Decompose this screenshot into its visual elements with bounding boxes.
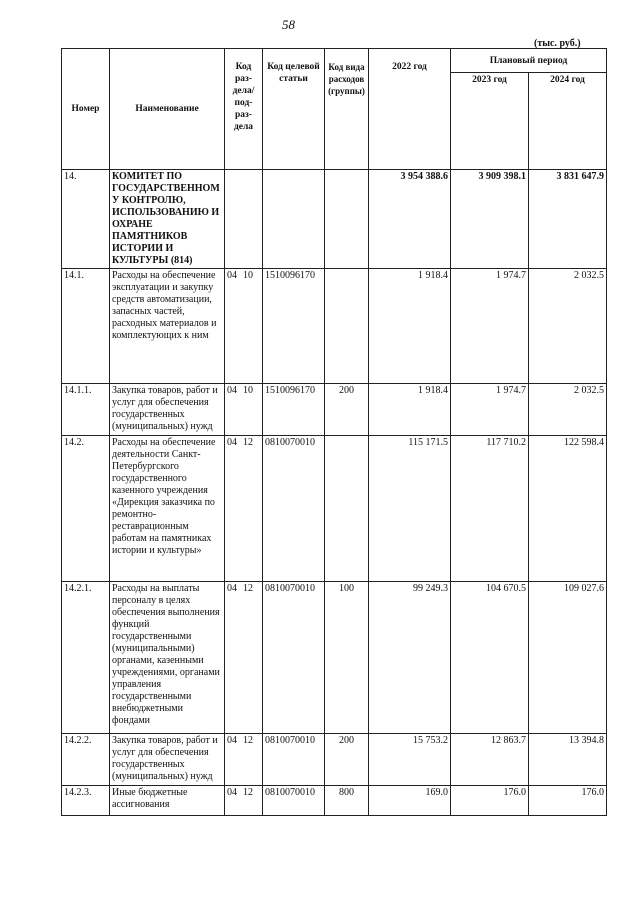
row-name: Закупка товаров, работ и услуг для обеспечения государственных (муниципальных) нужд (110, 384, 225, 436)
row-2023: 3 909 398.1 (451, 170, 529, 269)
row-section (225, 436, 263, 582)
row-2023: 104 670.5 (451, 582, 529, 734)
row-2023: 1 974.7 (451, 384, 529, 436)
row-2022: 99 249.3 (369, 582, 451, 734)
row-2022: 1 918.4 (369, 269, 451, 384)
row-kind: 200 (325, 384, 369, 436)
row-section (225, 786, 263, 816)
section-code: 04 (227, 437, 237, 448)
table-row (62, 734, 607, 786)
row-target (263, 170, 325, 269)
row-number: 14.2. (62, 436, 110, 582)
table-row (62, 582, 607, 734)
header-plan-period: Плановый период (451, 49, 607, 73)
subsection-code: 10 (243, 270, 253, 281)
row-number: 14.2.3. (62, 786, 110, 816)
row-number: 14.1. (62, 269, 110, 384)
row-name: Расходы на обеспечение эксплуатации и закупку средств автоматизации, запасных частей, расходных материалов и комплектующих к ним (110, 269, 225, 384)
row-2024: 2 032.5 (529, 269, 607, 384)
row-2022: 169.0 (369, 786, 451, 816)
row-section (225, 170, 263, 269)
header-section: Код раз-дела/ под-раз-дела (225, 49, 263, 170)
table-row (62, 269, 607, 384)
header-2023: 2023 год (451, 73, 529, 170)
header-number: Номер (62, 49, 110, 170)
page-number: 58 (282, 17, 295, 32)
row-kind (325, 436, 369, 582)
row-2023: 117 710.2 (451, 436, 529, 582)
table-row (62, 436, 607, 582)
row-number: 14.2.2. (62, 734, 110, 786)
section-code: 04 (227, 583, 237, 594)
row-target: 0810070010 (263, 436, 325, 582)
row-2023: 12 863.7 (451, 734, 529, 786)
row-target: 0810070010 (263, 786, 325, 816)
row-name: КОМИТЕТ ПО ГОСУДАРСТВЕННОМ У КОНТРОЛЮ, ИСПОЛЬЗОВАНИЮ И ОХРАНЕ ПАМЯТНИКОВ ИСТОРИИ И КУЛЬТУРЫ (814) (110, 170, 225, 269)
row-2024: 3 831 647.9 (529, 170, 607, 269)
row-target: 0810070010 (263, 734, 325, 786)
table-row (62, 786, 607, 816)
row-number: 14. (62, 170, 110, 269)
subsection-code: 12 (243, 787, 253, 798)
section-code: 04 (227, 787, 237, 798)
row-2024: 122 598.4 (529, 436, 607, 582)
subsection-code: 12 (243, 437, 253, 448)
row-2022: 1 918.4 (369, 384, 451, 436)
row-name: Закупка товаров, работ и услуг для обеспечения государственных (муниципальных) нужд (110, 734, 225, 786)
header-kind: Код вида расходов (группы) (325, 49, 369, 170)
row-section (225, 384, 263, 436)
header-name: Наименование (110, 49, 225, 170)
row-2024: 176.0 (529, 786, 607, 816)
row-name: Расходы на обеспечение деятельности Санкт-Петербургского государственного казенного учреждения «Дирекция заказчика по ремонтно-реставрационным работам на памятниках истории и культуры» (110, 436, 225, 582)
row-kind (325, 269, 369, 384)
row-2023: 176.0 (451, 786, 529, 816)
subsection-code: 12 (243, 735, 253, 746)
subsection-code: 12 (243, 583, 253, 594)
row-section (225, 734, 263, 786)
table-row (62, 384, 607, 436)
row-section (225, 269, 263, 384)
row-kind (325, 170, 369, 269)
budget-table (61, 48, 607, 816)
row-kind: 100 (325, 582, 369, 734)
header-target: Код целевой статьи (263, 49, 325, 170)
row-target: 1510096170 (263, 269, 325, 384)
units-label: (тыс. руб.) (534, 38, 581, 49)
row-target: 0810070010 (263, 582, 325, 734)
header-2022: 2022 год (369, 49, 451, 170)
row-name: Иные бюджетные ассигнования (110, 786, 225, 816)
row-kind: 200 (325, 734, 369, 786)
header-2024: 2024 год (529, 73, 607, 170)
row-name: Расходы на выплаты персоналу в целях обеспечения выполнения функций государственными (муниципальными) органами, казенными учреждениями, органами управления государственными внебюджетными фондами (110, 582, 225, 734)
row-2022: 3 954 388.6 (369, 170, 451, 269)
section-code: 04 (227, 735, 237, 746)
table-row (62, 170, 607, 269)
row-number: 14.1.1. (62, 384, 110, 436)
row-kind: 800 (325, 786, 369, 816)
row-2024: 13 394.8 (529, 734, 607, 786)
subsection-code: 10 (243, 385, 253, 396)
row-number: 14.2.1. (62, 582, 110, 734)
row-2024: 2 032.5 (529, 384, 607, 436)
section-code: 04 (227, 270, 237, 281)
row-target: 1510096170 (263, 384, 325, 436)
row-2022: 15 753.2 (369, 734, 451, 786)
section-code: 04 (227, 385, 237, 396)
row-section (225, 582, 263, 734)
row-2022: 115 171.5 (369, 436, 451, 582)
row-2024: 109 027.6 (529, 582, 607, 734)
row-2023: 1 974.7 (451, 269, 529, 384)
